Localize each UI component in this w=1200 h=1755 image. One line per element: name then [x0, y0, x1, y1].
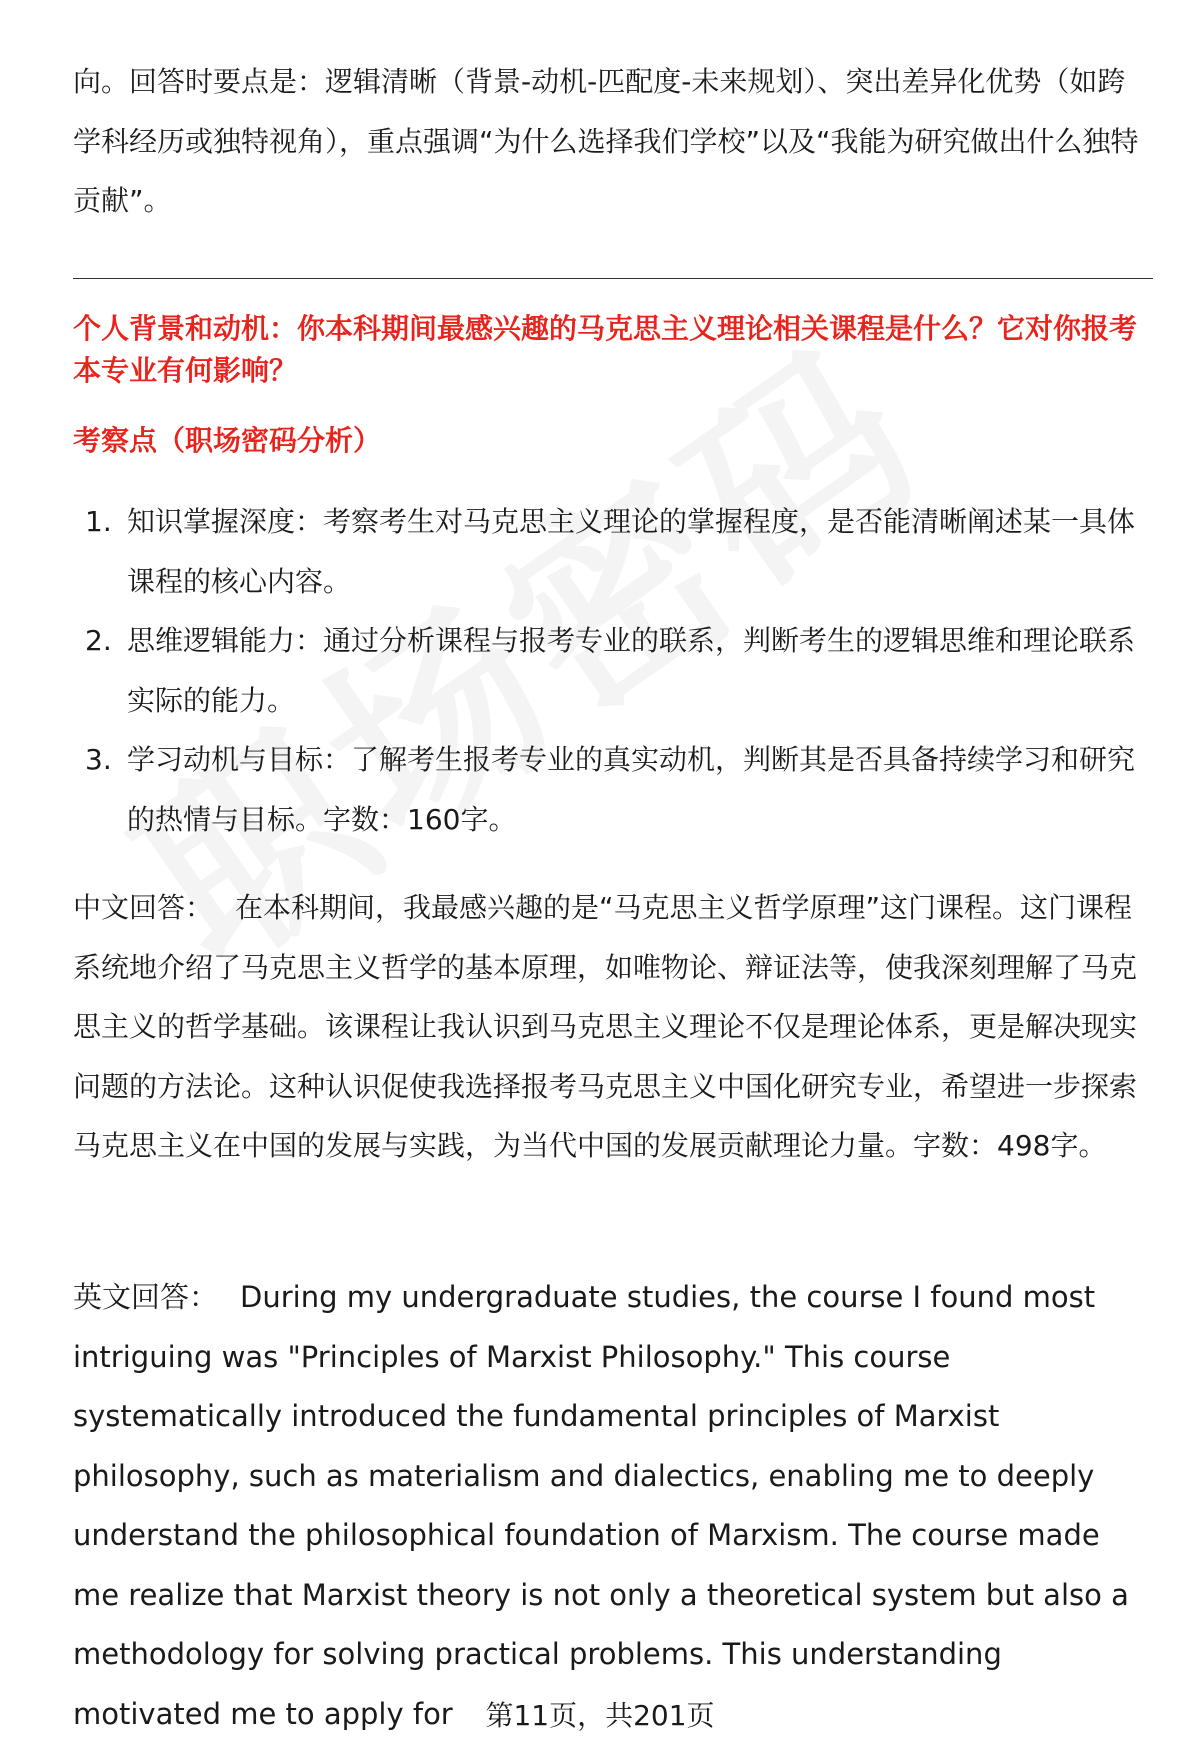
assessment-points-list — [73, 492, 1153, 849]
section-divider — [73, 278, 1153, 279]
english-answer-label: 英文回答： — [73, 1280, 219, 1314]
list-item-text: 学习动机与目标：了解考生报考专业的真实动机，判断其是否具备持续学习和研究的热情与目标。字数：160字。 — [127, 743, 1136, 836]
list-item — [73, 611, 1153, 730]
chinese-answer-paragraph — [73, 878, 1153, 1176]
english-answer-text: During my undergraduate studies, the course I found most intriguing was "Principles of Marxist Philosophy." This course systematically introduced the fundamental principles of Marxist philosophy, such as materialism and dialectics, enabling me to deeply understand the philosophical foundation of Marxism. The course made me realize that Marxist theory is not only a theoretical system but also a methodology for solving practical problems. This understanding motivated me to apply for — [73, 1280, 1129, 1731]
chinese-answer-label: 中文回答： — [73, 891, 214, 924]
page-number-footer: 第11页，共201页 — [485, 1699, 715, 1732]
chinese-answer-text: 在本科期间，我最感兴趣的是“马克思主义哲学原理”这门课程。这门课程系统地介绍了马克思主义哲学的基本原理，如唯物论、辩证法等，使我深刻理解了马克思主义的哲学基础。该课程让我认识到马克思主义理论不仅是理论体系，更是解决现实问题的方法论。这种认识促使我选择报考马克思主义中国化研究专业，希望进一步探索马克思主义在中国的发展与实践，为当代中国的发展贡献理论力量。字数：498字。 — [73, 891, 1138, 1162]
list-item — [73, 730, 1153, 849]
list-item — [73, 492, 1153, 611]
assessment-points-title: 考察点（职场密码分析） — [73, 424, 382, 457]
list-item-text: 思维逻辑能力：通过分析课程与报考专业的联系，判断考生的逻辑思维和理论联系实际的能力。 — [127, 624, 1136, 717]
list-item-number: 3. — [85, 743, 112, 776]
list-item-number: 1. — [85, 505, 112, 538]
list-item-text: 知识掌握深度：考察考生对马克思主义理论的掌握程度，是否能清晰阐述某一具体课程的核心内容。 — [127, 505, 1136, 598]
english-answer-paragraph — [73, 1268, 1153, 1744]
intro-paragraph: 向。回答时要点是：逻辑清晰（背景-动机-匹配度-未来规划）、突出差异化优势（如跨学科经历或独特视角），重点强调“为什么选择我们学校”以及“我能为研究做出什么独特贡献”。 — [73, 65, 1139, 217]
question-heading: 个人背景和动机：你本科期间最感兴趣的马克思主义理论相关课程是什么？它对你报考本专业有何影响？ — [73, 312, 1138, 387]
list-item-number: 2. — [85, 624, 112, 657]
